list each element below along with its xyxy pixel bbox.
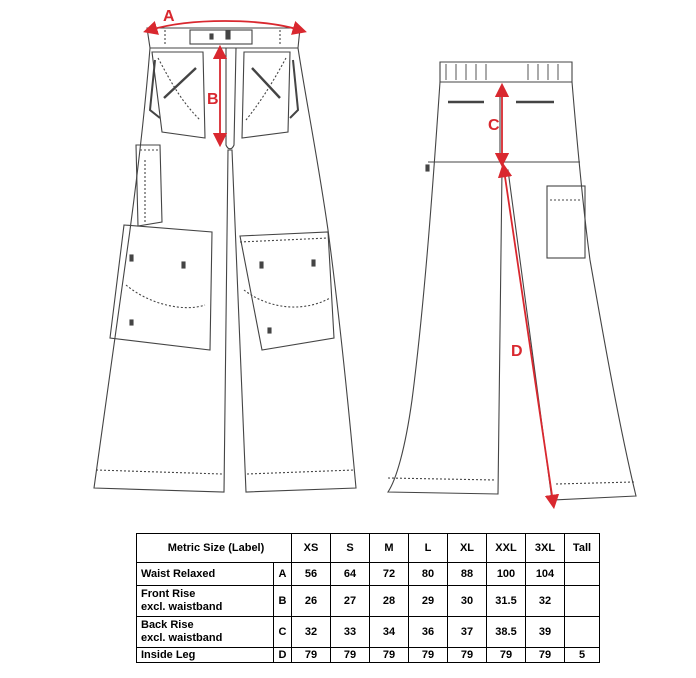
size-header-tall: Tall	[565, 534, 600, 563]
table-cell: 26	[292, 586, 331, 617]
table-cell: 34	[370, 617, 409, 648]
table-cell: 39	[526, 617, 565, 648]
table-cell: 38.5	[487, 617, 526, 648]
table-cell	[565, 563, 600, 586]
size-table	[136, 533, 600, 663]
table-cell: 28	[370, 586, 409, 617]
measure-d-arrow	[504, 170, 553, 502]
row-name	[137, 617, 274, 648]
table-row	[137, 563, 600, 586]
table-cell: 33	[331, 617, 370, 648]
size-header-xxl: XXL	[487, 534, 526, 563]
size-header-xl: XL	[448, 534, 487, 563]
table-cell: 79	[331, 648, 370, 663]
table-cell: 72	[370, 563, 409, 586]
back-view-trousers	[388, 62, 636, 500]
row-name	[137, 586, 274, 617]
table-cell: 64	[331, 563, 370, 586]
measure-a-label: A	[163, 8, 175, 25]
row-code: A	[274, 563, 292, 586]
table-cell: 80	[409, 563, 448, 586]
table-cell: 32	[292, 617, 331, 648]
row-name: Waist Relaxed	[137, 563, 274, 586]
size-table-header	[137, 534, 600, 563]
front-view-trousers	[94, 28, 356, 492]
table-cell: 37	[448, 617, 487, 648]
row-code: D	[274, 648, 292, 663]
size-header-xs: XS	[292, 534, 331, 563]
table-cell: 27	[331, 586, 370, 617]
table-cell: 79	[448, 648, 487, 663]
table-row	[137, 648, 600, 663]
table-cell: 79	[409, 648, 448, 663]
table-cell	[565, 617, 600, 648]
measure-b-label: B	[207, 91, 219, 108]
table-cell: 36	[409, 617, 448, 648]
table-cell: 30	[448, 586, 487, 617]
table-cell: 5	[565, 648, 600, 663]
table-cell: 32	[526, 586, 565, 617]
table-cell: 79	[370, 648, 409, 663]
table-cell: 79	[487, 648, 526, 663]
measure-c-label: C	[488, 117, 500, 134]
size-header-3xl: 3XL	[526, 534, 565, 563]
size-header-s: S	[331, 534, 370, 563]
table-cell	[565, 586, 600, 617]
row-name-line2: excl. waistband	[141, 601, 223, 613]
table-cell: 100	[487, 563, 526, 586]
table-row	[137, 586, 600, 617]
table-row	[137, 617, 600, 648]
table-cell: 88	[448, 563, 487, 586]
row-name-line2: excl. waistband	[141, 632, 223, 644]
row-code: B	[274, 586, 292, 617]
size-header-m: M	[370, 534, 409, 563]
table-cell: 79	[292, 648, 331, 663]
measure-d-label: D	[511, 343, 523, 360]
table-cell: 56	[292, 563, 331, 586]
size-header-l: L	[409, 534, 448, 563]
table-cell: 31.5	[487, 586, 526, 617]
row-name-line1: Front Rise	[141, 588, 196, 600]
size-table-header-name: Metric Size (Label)	[137, 534, 292, 563]
table-cell: 104	[526, 563, 565, 586]
row-code: C	[274, 617, 292, 648]
row-name: Inside Leg	[137, 648, 274, 663]
table-cell: 29	[409, 586, 448, 617]
row-name-line1: Back Rise	[141, 619, 194, 631]
table-cell: 79	[526, 648, 565, 663]
